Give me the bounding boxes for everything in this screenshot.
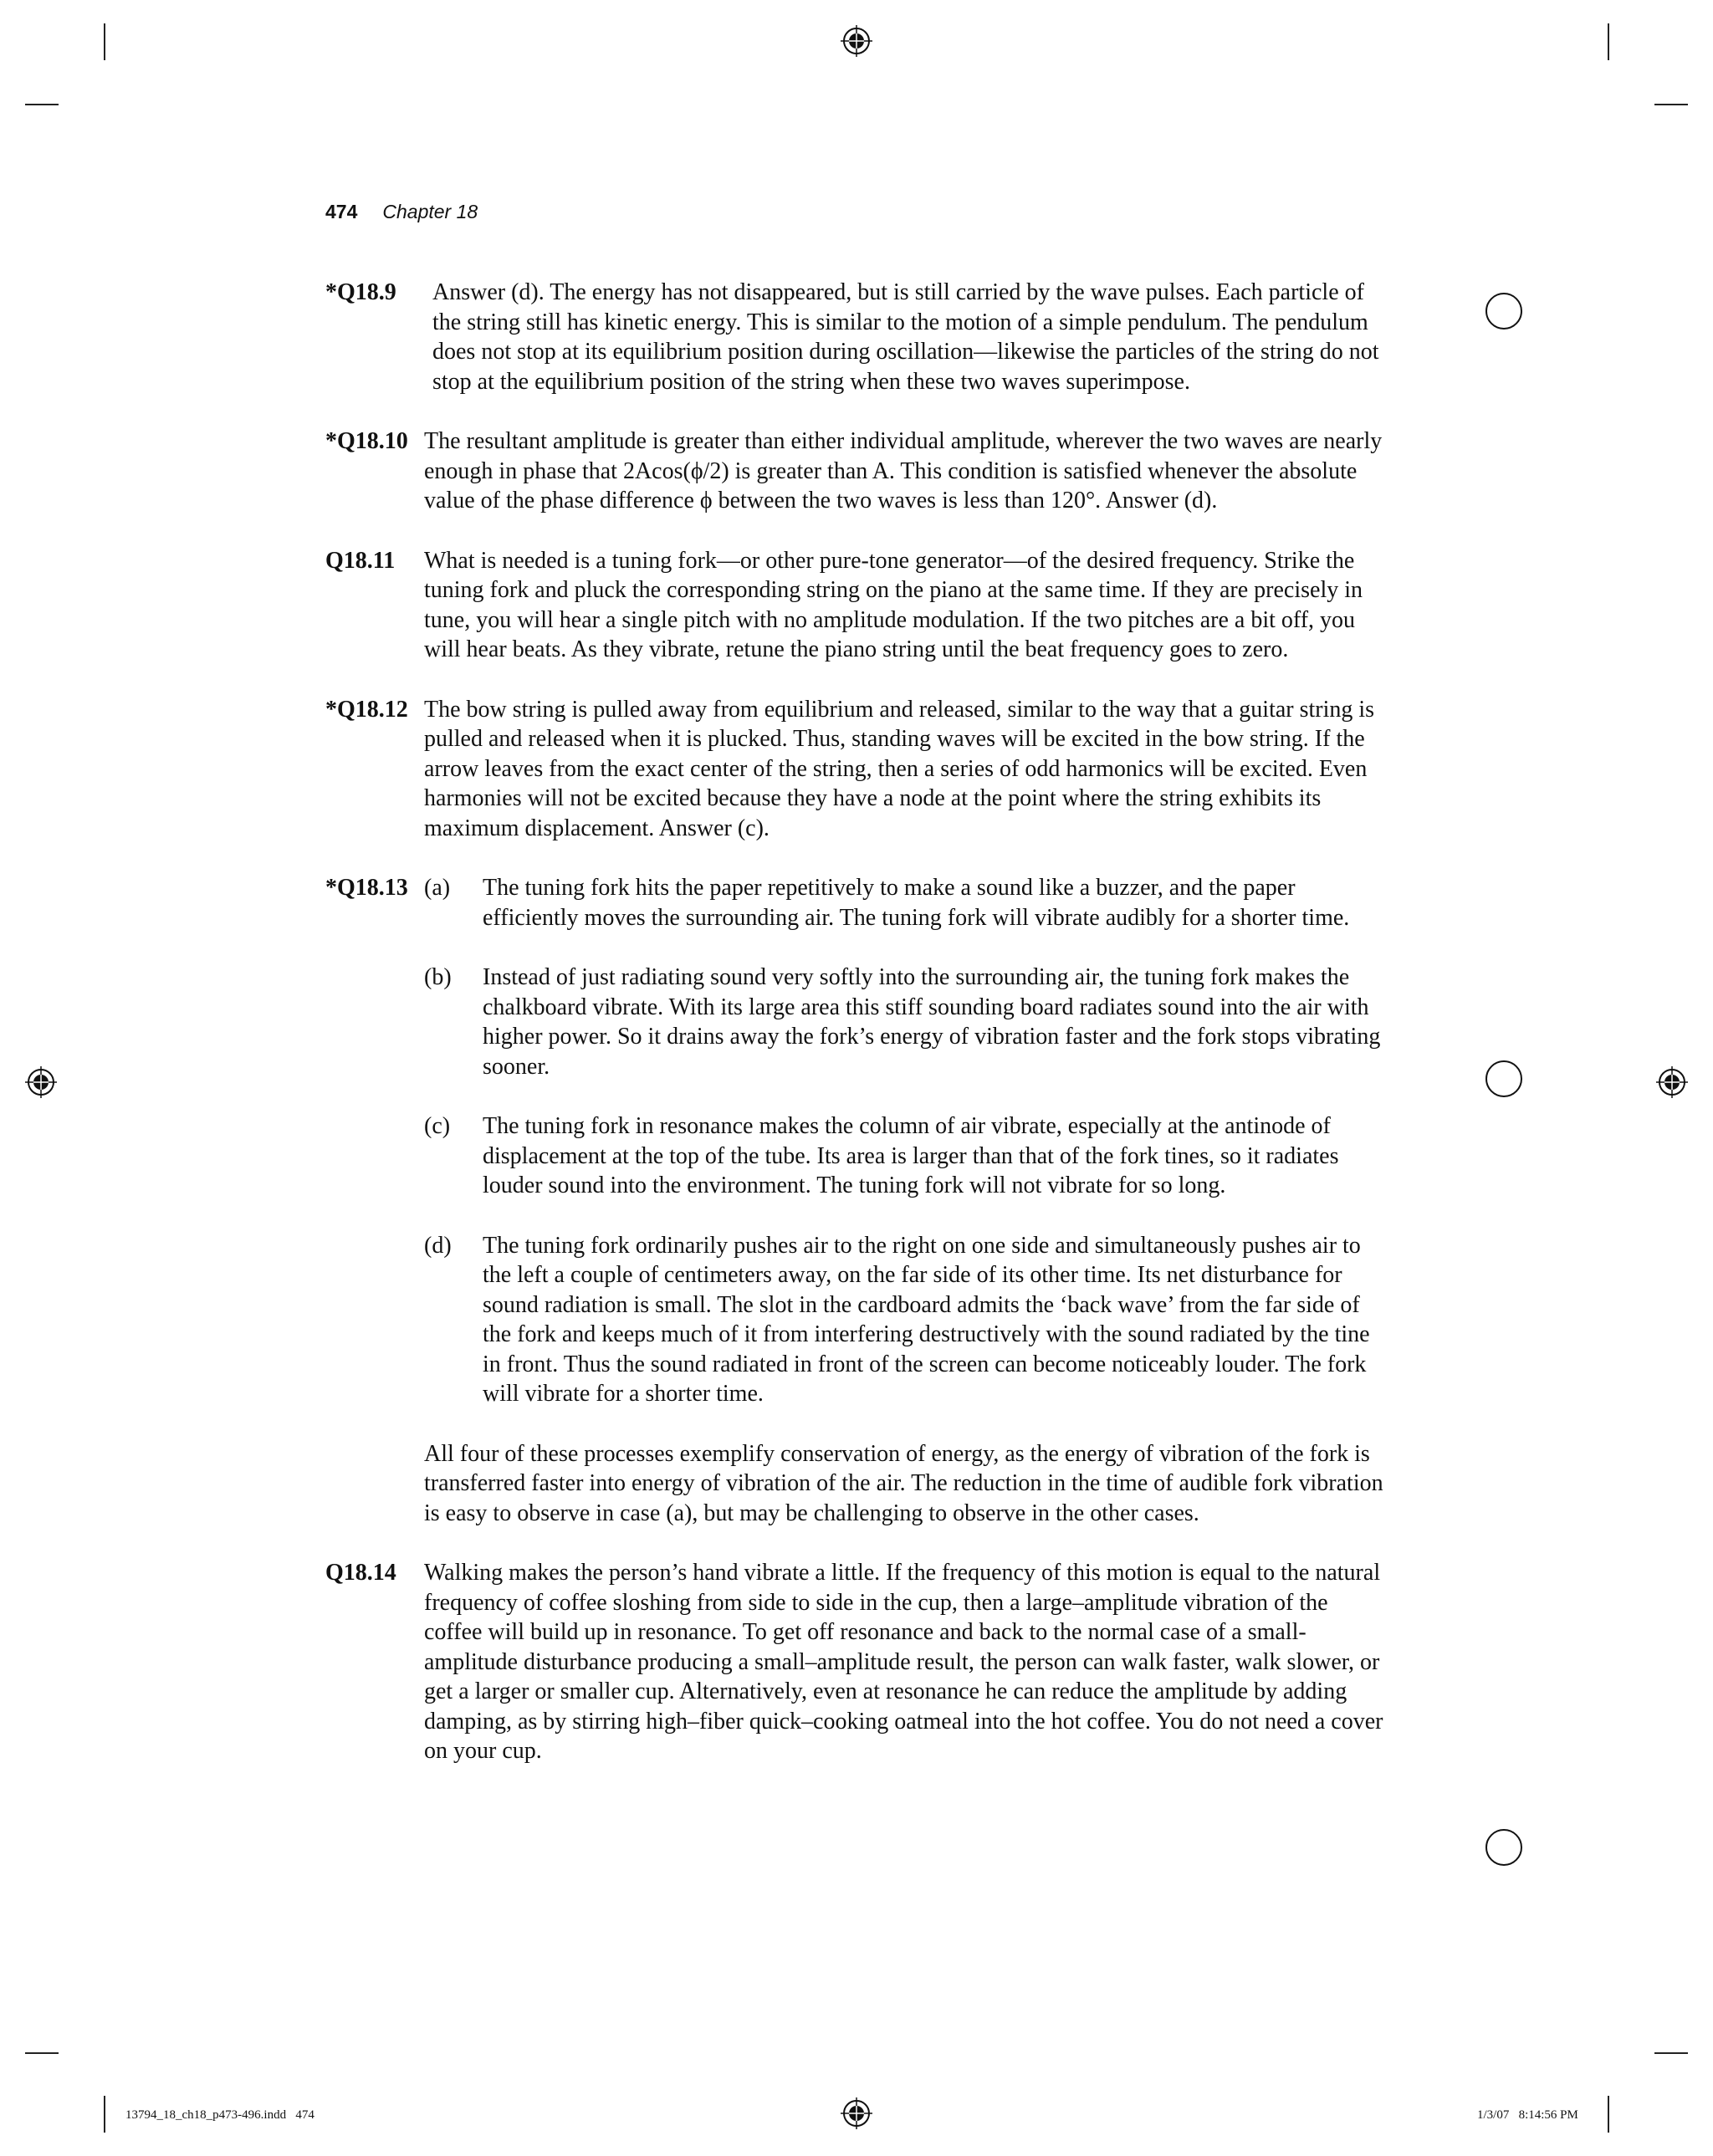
part-text: The tuning fork hits the paper repetitively to make a sound like a buzzer, and the paper efficiently moves the surrounding air. The tuning fork will vibrate audibly for a shorter time.: [483, 875, 1350, 931]
question-answer: The bow string is pulled away from equilibrium and released, similar to the way that a guitar string is pulled and released when it is plucked. Thus, standing waves will be excited in the bow string. If the arrow leaves from the exact center of the string, then a series of odd harmonics will be excited. Even harmonies will not be excited because they have a node at the point where the string exhibits its maximum displacement. Answer (c).: [424, 696, 1375, 841]
question-q18-10: [325, 427, 1388, 516]
registration-mark-icon: [25, 1066, 57, 1098]
crop-mark: [104, 23, 105, 60]
page-number: 474: [325, 201, 358, 222]
question-label: *Q18.12: [325, 696, 408, 723]
question-answer: What is needed is a tuning fork—or other pure-tone generator—of the desired frequency. Strike the tuning fork and pluck the corresponding string on the piano at the same time. If they are precisely in tune, you will hear a single pitch with no amplitude modulation. If the two pitches are a bit off, you will hear beats. As they vibrate, retune the piano string until the beat frequency goes to zero.: [424, 547, 1363, 662]
question-answer: The resultant amplitude is greater than either individual amplitude, wherever the two waves are nearly enough in phase that 2Acos(ϕ/2) is greater than A. This condition is satisfied whenever the absolute value of the phase difference ϕ between the two waves is less than 120°. Answer (d).: [424, 428, 1383, 513]
margin-circle: [1485, 1060, 1522, 1097]
crop-mark: [1654, 104, 1688, 105]
slug-timestamp: 1/3/07 8:14:56 PM: [1477, 2108, 1578, 2122]
question-q18-14: [325, 1558, 1388, 1766]
question-label: *Q18.10: [325, 428, 408, 454]
question-label: Q18.14: [325, 1560, 396, 1586]
answer-part-b: [424, 963, 1388, 1081]
question-label: Q18.11: [325, 547, 396, 574]
running-header: [325, 201, 478, 223]
question-summary: All four of these processes exemplify conservation of energy, as the energy of vibration of the fork is transferred faster into energy of vibration of the air. The reduction in the time of audible fork vibration is easy to observe in case (a), but may be challenging to observe in the other cases.: [424, 1440, 1383, 1526]
question-q18-12: [325, 695, 1388, 844]
page-body: [325, 278, 1388, 1796]
answer-part-c: [424, 1111, 1388, 1201]
margin-circle: [1485, 293, 1522, 330]
crop-mark: [1654, 2052, 1688, 2054]
question-label: *Q18.9: [325, 279, 396, 305]
question-answer: Walking makes the person’s hand vibrate a little. If the frequency of this motion is equal to the natural frequency of coffee sloshing from side to side in the cup, then a large–amplitude vibration of the coffee will build up in resonance. To get off resonance and back to the normal case of a small-amplitude disturbance producing a small–amplitude result, the person can walk faster, walk slower, or get a larger or smaller cup. Alternatively, even at resonance he can reduce the amplitude by adding damping, as by stirring high–fiber quick–cooking oatmeal into the hot coffee. You do not need a cover on your cup.: [424, 1560, 1383, 1764]
crop-mark: [1608, 23, 1609, 60]
answer-part-d: [424, 1231, 1388, 1409]
question-answer: Answer (d). The energy has not disappeared, but is still carried by the wave pulses. Each particle of the string still has kinetic energy. This is similar to the motion of a simple pendulum. The pendulum does not stop at its equilibrium position during oscillation—likewise the particles of the string do not stop at the equilibrium position of the string when these two waves superimpose.: [432, 279, 1379, 395]
question-q18-9: [325, 278, 1388, 396]
registration-mark-icon: [1656, 1066, 1688, 1098]
part-text: The tuning fork in resonance makes the column of air vibrate, especially at the antinode of displacement at the top of the tube. Its area is larger than that of the fork tines, so it radiates louder sound into the environment. The tuning fork will not vibrate for so long.: [483, 1113, 1339, 1198]
crop-mark: [104, 2096, 105, 2133]
question-q18-11: [325, 546, 1388, 665]
part-label: (b): [424, 964, 452, 990]
part-text: Instead of just radiating sound very softly into the surrounding air, the tuning fork makes the chalkboard vibrate. With its large area this stiff sounding board radiates sound into the air with higher power. So it drains away the fork’s energy of vibration faster and the fork stops vibrating sooner.: [483, 964, 1381, 1080]
crop-mark: [25, 104, 59, 105]
question-parts: [424, 873, 1388, 1528]
registration-mark-icon: [841, 25, 872, 57]
registration-mark-icon: [841, 2097, 872, 2129]
answer-part-a: [424, 873, 1388, 932]
part-label: (d): [424, 1232, 452, 1259]
question-q18-13: [325, 873, 1388, 1528]
crop-mark: [25, 2052, 59, 2054]
part-label: (a): [424, 875, 451, 901]
crop-mark: [1608, 2096, 1609, 2133]
part-label: (c): [424, 1113, 451, 1139]
question-label: *Q18.13: [325, 875, 408, 901]
part-text: The tuning fork ordinarily pushes air to the right on one side and simultaneously pushes air to the left a couple of centimeters away, on the far side of its other time. Its net disturbance for sound radiation is small. The slot in the cardboard admits the ‘back wave’ from the far side of the fork and keeps much of it from interfering destructively with the sound radiated by the tine in front. Thus the sound radiated in front of the screen can become noticeably louder. The fork will vibrate for a shorter time.: [483, 1232, 1370, 1407]
margin-circle: [1485, 1829, 1522, 1866]
chapter-title: Chapter 18: [382, 201, 478, 222]
slug-filename: 13794_18_ch18_p473-496.indd 474: [125, 2108, 314, 2122]
